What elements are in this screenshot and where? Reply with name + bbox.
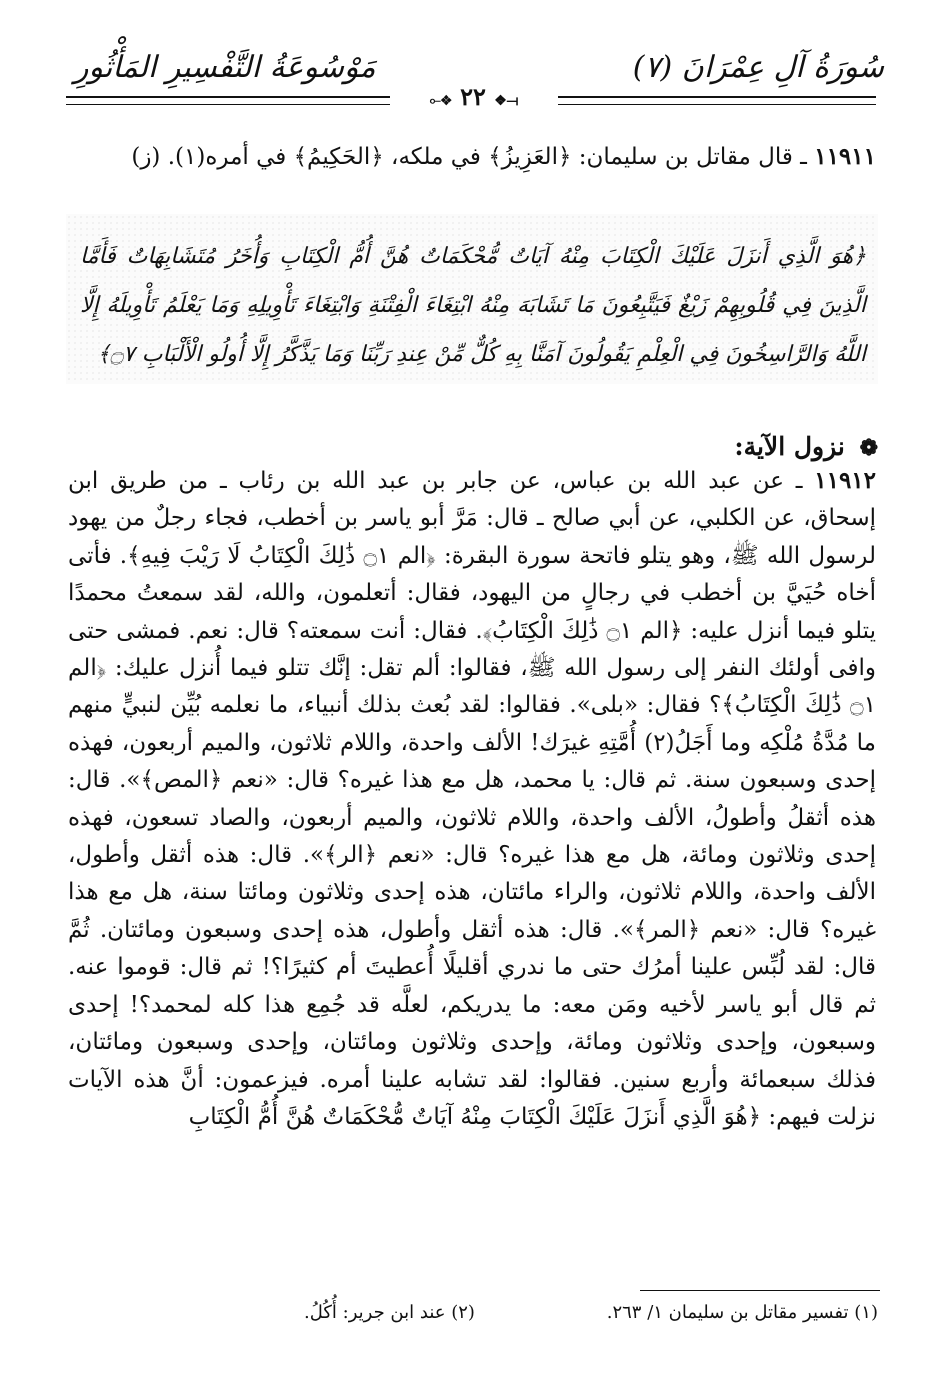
section-heading — [734, 432, 878, 461]
book-title-header: مَوْسُوعَةُ التَّفْسِيرِ المَأْثُورِ — [74, 50, 376, 85]
quran-verse: ﴿هُوَ الَّذِي أَنزَلَ عَلَيْكَ الْكِتَابَ مِنْهُ آيَاتٌ مُّحْكَمَاتٌ هُنَّ أُمُّ الْكِتَابِ وَأُخَرُ مُتَشَابِهَاتٌ فَأَمَّا الَّذِينَ فِي قُلُوبِهِمْ زَيْغٌ فَيَتَّبِعُونَ مَا تَشَابَهَ مِنْهُ ابْتِغَاءَ الْفِتْنَةِ وَابْتِغَاءَ تَأْوِيلِهِ وَمَا يَعْلَمُ تَأْوِيلَهُ إِلَّا اللَّهُ وَالرَّاسِخُونَ فِي الْعِلْمِ يَقُولُونَ آمَنَّا بِهِ كُلٌّ مِّنْ عِندِ رَبِّنَا وَمَا يَذَّكَّرُ إِلَّا أُولُو الْأَلْبَابِ ۝٧﴾ — [80, 244, 866, 367]
page-number: ٢٢ — [460, 82, 486, 111]
surah-header: سُورَةُ آلِ عِمْرَانَ (٧) — [632, 50, 884, 85]
narration-number: ١١٩١١ — [814, 143, 876, 170]
narration-11912 — [68, 462, 876, 1136]
narration-text: ـ قال مقاتل بن سليمان: ﴿العَزِيزُ﴾ في ملكه، ﴿الحَكِيمُ﴾ في أمره(١). (ز) — [131, 144, 807, 170]
section-title: نزول الآية: — [734, 432, 845, 461]
narration-number: ١١٩١٢ — [814, 467, 877, 494]
page-number-box — [390, 84, 558, 110]
ornament-icon: ❖⟞ — [494, 93, 519, 109]
narration-text: ـ عن عبد الله بن عباس، عن جابر بن عبد الله بن رئاب ـ من طريق ابن إسحاق، عن الكلبي، عن أبي صالح ـ قال: مَرَّ أبو ياسر بن أخطب، فجاء رجلٌ من يهود لرسول الله ﷺ، وهو يتلو فاتحة سورة البقرة: ﴿الم ۝١ ذَٰلِكَ الْكِتَابُ لَا رَيْبَ فِيهِ﴾. فأتى أخاه حُيَيَّ بن أخطب في رجالٍ من اليهود، فقال: أتعلمون، والله، لقد سمعتُ محمدًا يتلو فيما أنزل عليه: ﴿الم ۝١ ذَٰلِكَ الْكِتَابُ﴾. فقال: أنت سمعته؟ قال: نعم. فمشى حتى وافى أولئك النفر إلى رسول الله ﷺ، فقالوا: ألم تقل: إنَّك تتلو فيما أُنزل عليك: ﴿الم ۝١ ذَٰلِكَ الْكِتَابُ﴾؟ فقال: «بلى». فقالوا: لقد بُعث بذلك أنبياء، ما نعلمه بُيِّن لنبيٍّ منهم ما مُدَّةُ مُلْكِه وما أَجَلُ(٢) أُمَّتِهِ غيرَك! الألف واحدة، واللام ثلاثون، والميم أربعون، فهذه إحدى وسبعون سنة. ثم قال: يا محمد، هل مع هذا غيره؟ قال: «نعم ﴿المص﴾». قال: هذه أثقلُ وأطولُ، الألف واحدة، واللام ثلاثون، والميم أربعون، والصاد تسعون، فهذه إحدى وثلاثون ومائة، هل مع هذا غيره؟ قال: «نعم ﴿الر﴾». قال: هذه أثقل وأطول، الألف واحدة، واللام ثلاثون، والراء مائتان، هذه إحدى وثلاثون ومائتا سنة، هل مع هذا غيره؟ قال: «نعم ﴿المر﴾». قال: هذه أثقل وأطول، هذه إحدى وسبعون ومائتان. ثُمَّ قال: لقد لُبِّس علينا أمرُك حتى ما ندري أقليلًا أُعطيتَ أم كثيرًا؟! ثم قال: قوموا عنه. ثم قال أبو ياسر لأخيه ومَن معه: ما يدريكم، لعلَّه قد جُمِع هذا كله لمحمد؟! إحدى وسبعون، وإحدى وثلاثون ومائة، وإحدى وثلاثون ومائتان، وإحدى وسبعون ومائتان، فذلك سبعمائة وأربع سنين. فقالوا: لقد تشابه علينا أمره. فيزعمون: أنَّ هذه الآيات نزلت فيهم: ﴿هُوَ الَّذِي أَنزَلَ عَلَيْكَ الْكِتَابَ مِنْهُ آيَاتٌ مُّحْكَمَاتٌ هُنَّ أُمُّ الْكِتَابِ — [68, 468, 876, 1130]
footnote-separator — [640, 1290, 880, 1291]
footnote-1: (١) تفسير مقاتل بن سليمان ١/ ٢٦٣. — [606, 1302, 878, 1323]
ornament-icon: ⟜❖ — [429, 93, 452, 109]
narration-11911 — [68, 140, 876, 174]
flower-ornament-icon: ❁ — [859, 435, 878, 461]
footnote-2: (٢) عند ابن جرير: أُكُلُ. — [304, 1302, 475, 1323]
